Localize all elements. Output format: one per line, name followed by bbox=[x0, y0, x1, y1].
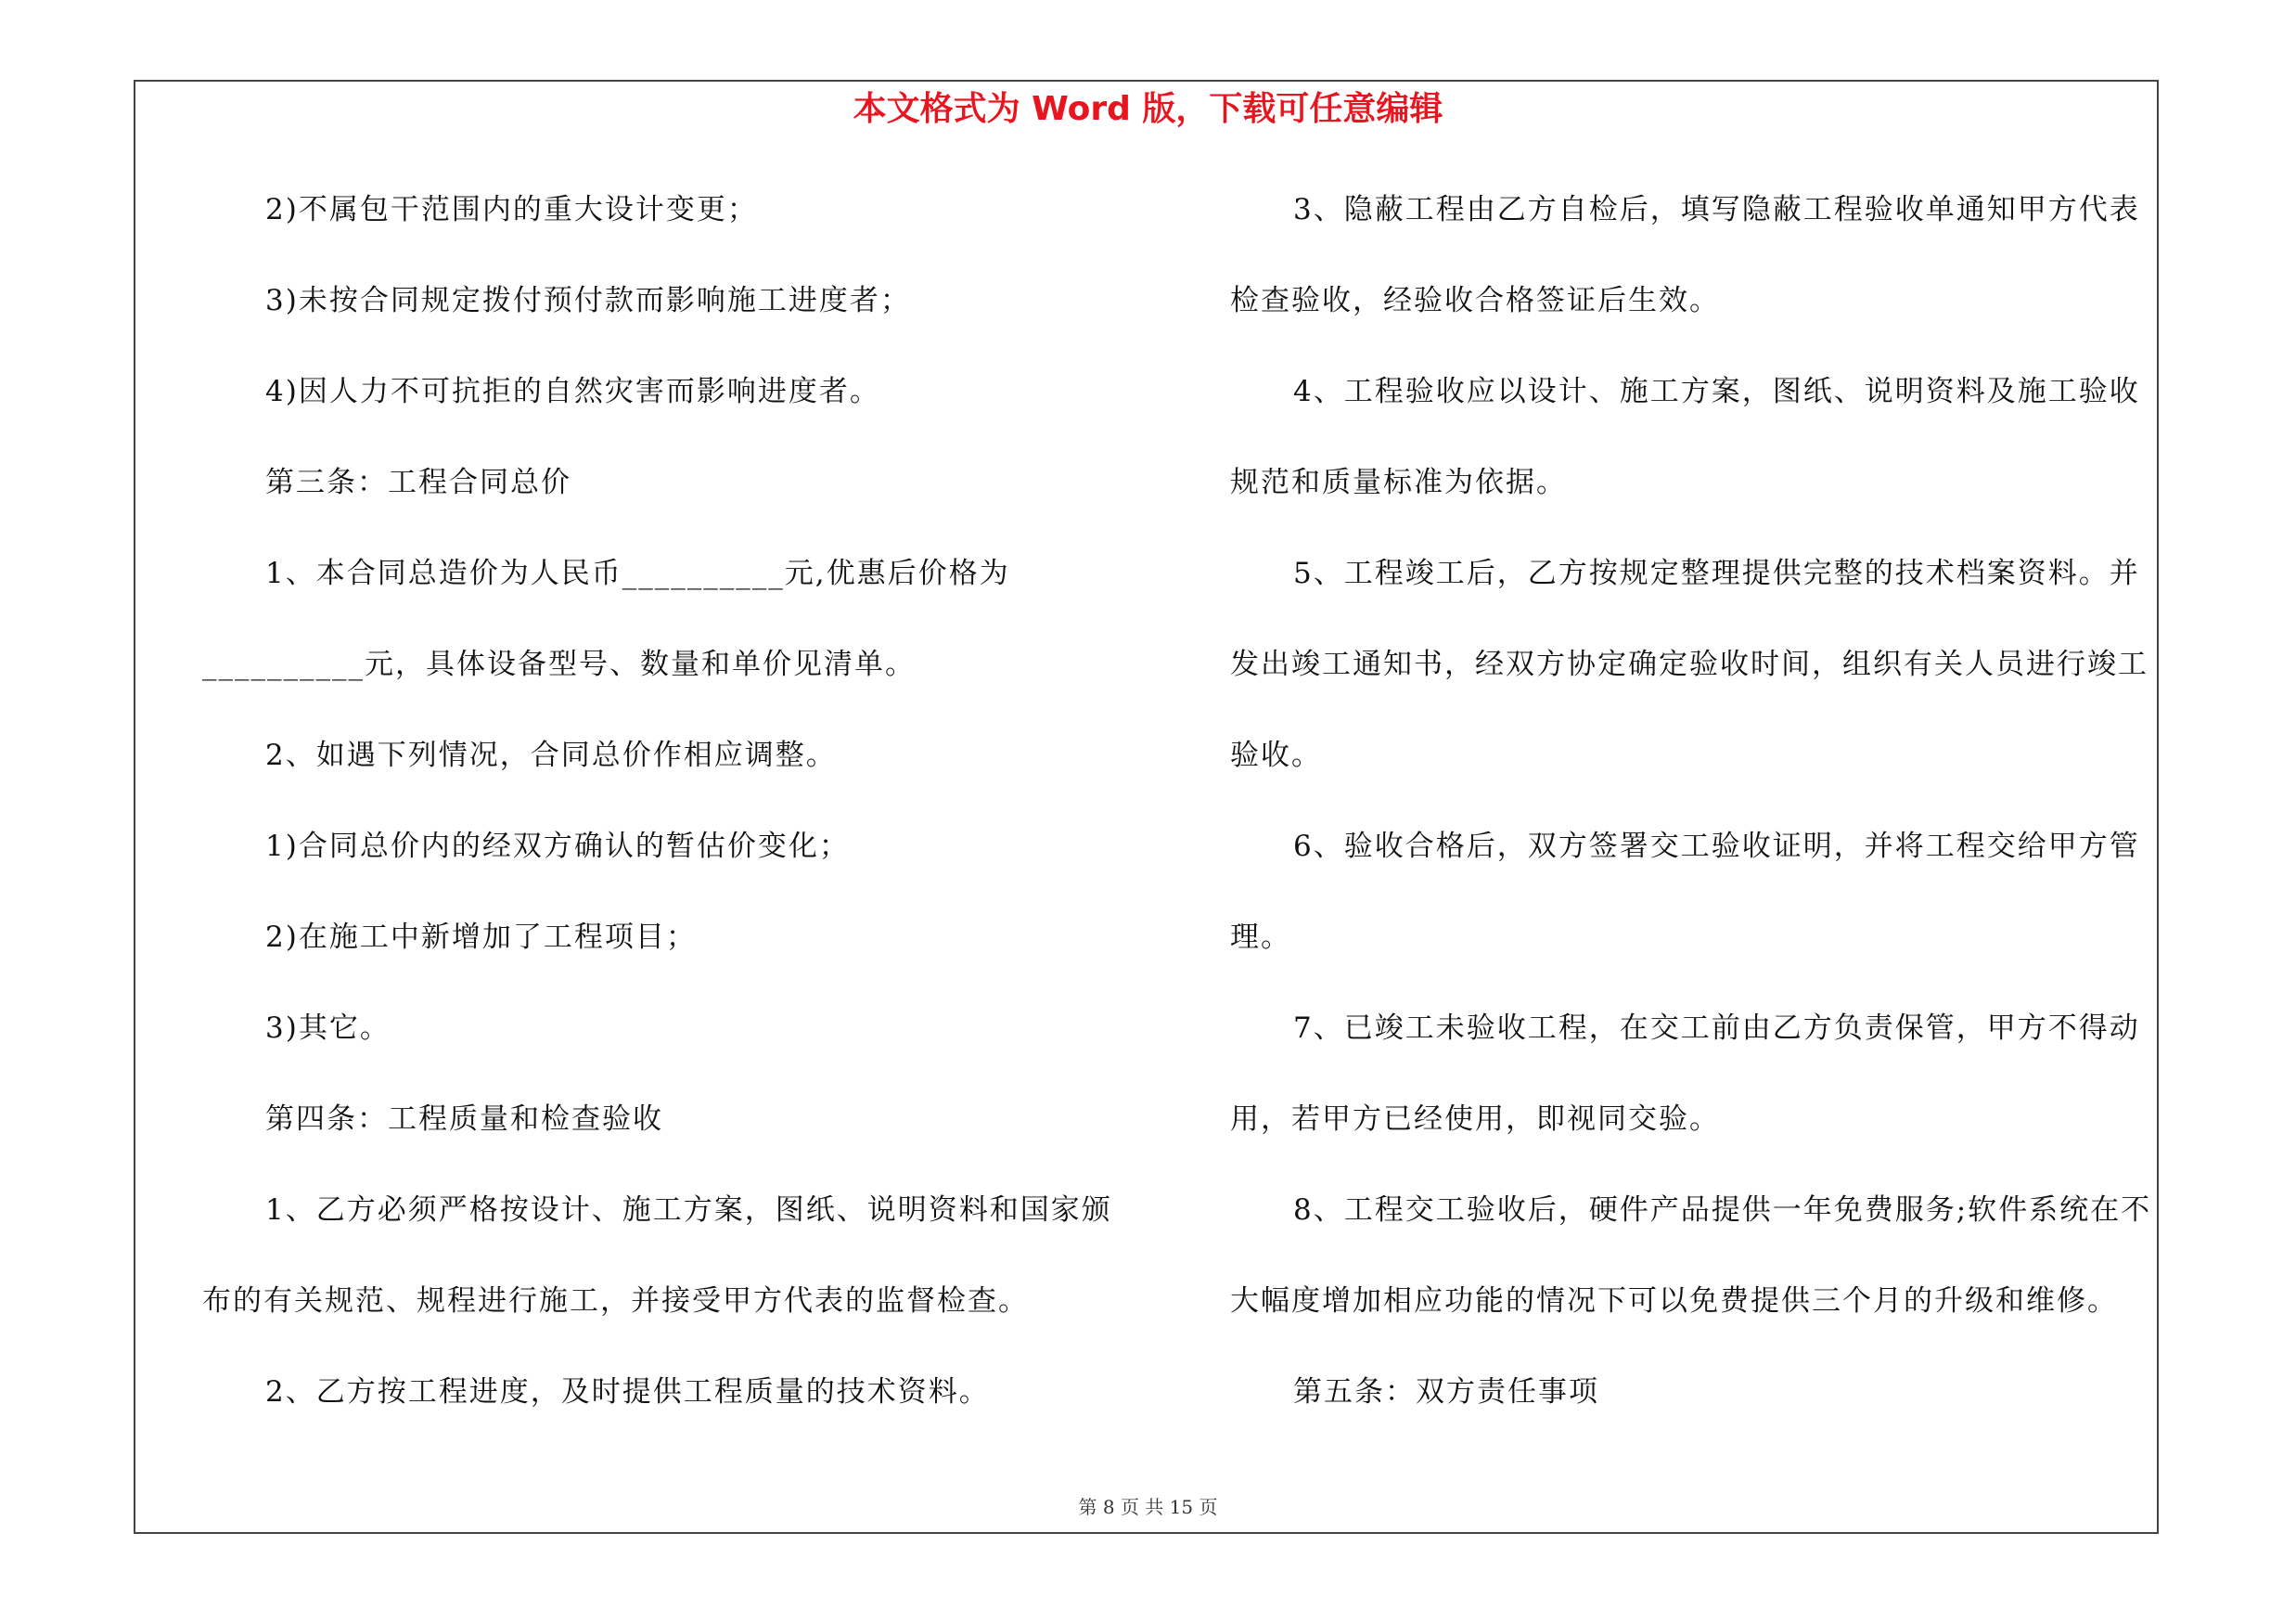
paragraph-line: 布的有关规范、规程进行施工，并接受甲方代表的监督检查。 bbox=[202, 1284, 1029, 1318]
paragraph-line: __________元，具体设备型号、数量和单价见清单。 bbox=[202, 648, 916, 681]
paragraph-line: 5、工程竣工后，乙方按规定整理提供完整的技术档案资料。并 bbox=[1293, 557, 2140, 590]
paragraph-line: 4、工程验收应以设计、施工方案，图纸、说明资料及施工验收 bbox=[1293, 375, 2140, 408]
right-column bbox=[1230, 180, 2158, 1453]
paragraph-line: 3)其它。 bbox=[265, 1011, 391, 1045]
section-heading: 第四条：工程质量和检查验收 bbox=[265, 1102, 663, 1136]
paragraph-line: 2)在施工中新增加了工程项目； bbox=[265, 921, 697, 954]
paragraph-line: 3、隐蔽工程由乙方自检后，填写隐蔽工程验收单通知甲方代表 bbox=[1293, 193, 2140, 226]
paragraph-line: 1)合同总价内的经双方确认的暂估价变化； bbox=[265, 830, 850, 863]
section-heading: 第三条：工程合同总价 bbox=[265, 466, 571, 499]
format-banner: 本文格式为 Word 版，下载可任意编辑 bbox=[853, 90, 1443, 128]
page-number-footer: 第 8 页 共 15 页 bbox=[1078, 1496, 1218, 1518]
paragraph-line: 7、已竣工未验收工程，在交工前由乙方负责保管，甲方不得动 bbox=[1293, 1011, 2140, 1045]
paragraph-line: 理。 bbox=[1230, 921, 1291, 954]
paragraph-line: 用，若甲方已经使用，即视同交验。 bbox=[1230, 1102, 1720, 1136]
paragraph-line: 8、工程交工验收后，硬件产品提供一年免费服务;软件系统在不 bbox=[1293, 1193, 2152, 1227]
paragraph-line: 2、乙方按工程进度，及时提供工程质量的技术资料。 bbox=[265, 1375, 990, 1409]
section-heading: 第五条：双方责任事项 bbox=[1293, 1375, 1599, 1409]
paragraph-line: 2、如遇下列情况，合同总价作相应调整。 bbox=[265, 739, 837, 772]
left-column bbox=[202, 180, 1130, 1453]
paragraph-line: 规范和质量标准为依据。 bbox=[1230, 466, 1567, 499]
paragraph-line: 1、本合同总造价为人民币__________元,优惠后价格为 bbox=[265, 557, 1010, 590]
paragraph-line: 2)不属包干范围内的重大设计变更； bbox=[265, 193, 758, 226]
paragraph-line: 检查验收，经验收合格签证后生效。 bbox=[1230, 284, 1720, 317]
paragraph-line: 大幅度增加相应功能的情况下可以免费提供三个月的升级和维修。 bbox=[1230, 1284, 2118, 1318]
paragraph-line: 3)未按合同规定拨付预付款而影响施工进度者； bbox=[265, 284, 911, 317]
paragraph-line: 1、乙方必须严格按设计、施工方案，图纸、说明资料和国家颁 bbox=[265, 1193, 1112, 1227]
paragraph-line: 4)因人力不可抗拒的自然灾害而影响进度者。 bbox=[265, 375, 880, 408]
paragraph-line: 验收。 bbox=[1230, 739, 1322, 772]
paragraph-line: 6、验收合格后，双方签署交工验收证明，并将工程交给甲方管 bbox=[1293, 830, 2140, 863]
paragraph-line: 发出竣工通知书，经双方协定确定验收时间，组织有关人员进行竣工 bbox=[1230, 648, 2148, 681]
